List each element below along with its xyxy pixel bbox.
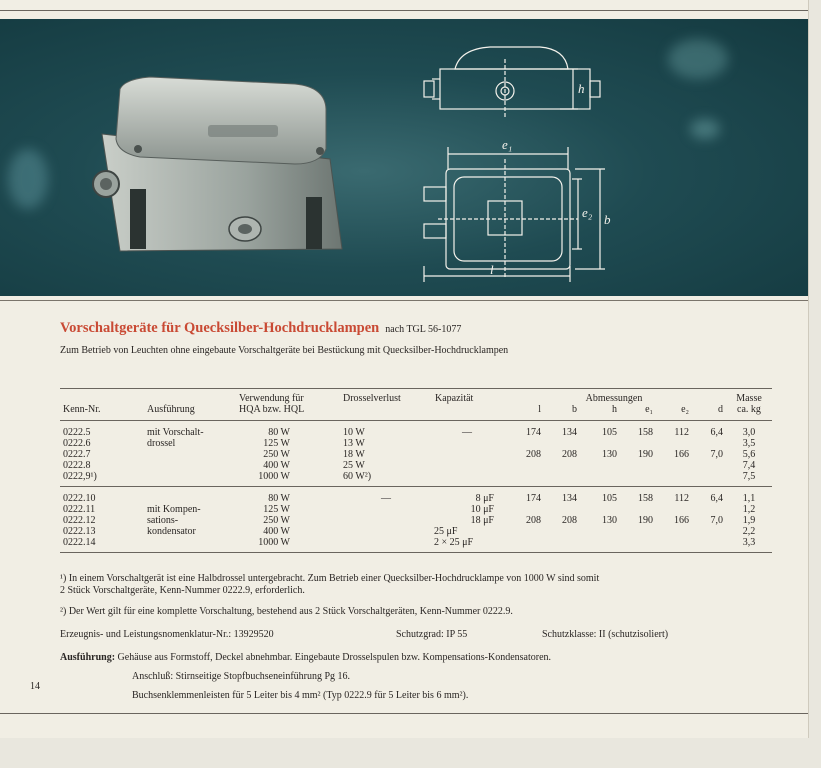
cell-h: 105 [602,493,617,504]
cell-hqa: 1000 W [236,471,340,487]
table-row [60,487,772,505]
footnote-1-line-2: 2 Stück Vorschaltgeräte, Kenn-Nummer 0222.9, erforderlich. [60,584,305,596]
th-b: b [544,404,580,421]
cell-hqa: 400 W [263,526,290,537]
heading-title: Vorschaltgeräte für Quecksilber-Hochdrucklampen [60,320,380,336]
cell-hqa: 125 W [263,438,290,449]
th-e2: e₂ [656,404,692,421]
table-group-kondensator [60,487,772,553]
cell-kenn: 0222,9¹) [60,471,144,487]
technical-drawing [410,29,650,279]
th-kenn-nr: Kenn-Nr. [60,404,144,421]
cell-verlust: 25 W [343,460,365,471]
cell-masse: 2,2 [742,526,756,537]
background-light-spot [690,119,720,139]
cell-hqa: 80 W [268,427,290,438]
ausfuehrung-label: Ausführung: [60,652,116,663]
cell-b: 134 [562,427,577,438]
cell-hqa: 80 W [268,493,290,504]
cell-ausfuehrung: drossel [147,438,176,449]
cell-ausfuehrung: sations- [147,515,179,526]
top-rule [0,10,808,11]
table-row [60,421,772,439]
cell-d: 6,4 [710,427,723,438]
th-verwendung: Verwendung für [236,389,340,405]
cell-e2: 166 [674,449,689,460]
cell-masse: 3,0 [742,427,756,438]
ballast-unit-photo [80,39,440,296]
table-row [60,537,772,553]
th-e1: e₁ [620,404,656,421]
cell-kapazitaet: 2 × 25 μF [432,537,502,553]
cell-e2: 112 [674,427,689,438]
ausfuehrung-line-1: Gehäuse aus Formstoff, Deckel abnehmbar. Eingebaute Drosselspulen bzw. Kompensations-Kondensatoren. [117,652,552,663]
dim-label-b: b [604,212,611,227]
cell-kenn: 0222.8 [63,460,91,471]
cell-h: 105 [602,427,617,438]
heading-norm: nach TGL 56-1077 [385,324,462,335]
cell-d: 6,4 [710,493,723,504]
th-h: h [580,404,620,421]
cell-kapazitaet: — [462,427,472,438]
spec-table [60,388,772,553]
cell-kapazitaet: 8 μF [475,493,494,504]
classification-line [60,629,775,641]
ausfuehrung-line-3: Buchsenklemmenleisten für 5 Leiter bis 4 mm² (Typ 0222.9 für 5 Leiter bis 6 mm²). [132,690,469,701]
table-row [60,526,772,537]
cell-ausfuehrung: mit Vorschalt- [147,427,204,438]
table-row [60,504,772,515]
section-heading [60,320,461,337]
cell-h: 130 [602,515,617,526]
cell-verlust: — [381,493,391,504]
background-light-spot [668,39,728,79]
cell-e1: 158 [638,493,653,504]
cell-masse: 7,4 [742,460,756,471]
cell-d: 7,0 [710,449,723,460]
schutzklasse: Schutzklasse: II (schutzisoliert) [542,629,669,640]
cell-ausfuehrung: kondensator [147,526,196,537]
table-row [60,460,772,471]
table-row [60,438,772,449]
nomenklatur: Erzeugnis- und Leistungsnomenklatur-Nr.: 13929520 [60,629,274,640]
cell-verlust: 18 W [343,449,365,460]
th-l: l [502,404,544,421]
table-group-drossel [60,421,772,487]
cell-masse: 1,2 [742,504,756,515]
cell-d: 7,0 [710,515,723,526]
cell-kenn: 0222.12 [63,515,96,526]
th-d: d [692,404,726,421]
th-abmessungen: Abmessungen [502,389,726,405]
th-kapazitaet: Kapazität [432,389,502,405]
cell-masse: 5,6 [742,449,756,460]
th-drosselverlust: Drosselverlust [340,389,432,405]
table-row [60,515,772,526]
dim-label-e1: e₁ [502,137,513,152]
table-row [60,471,772,487]
cell-e1: 158 [638,427,653,438]
cell-kapazitaet: 25 μF [434,526,458,537]
schutzgrad: Schutzgrad: IP 55 [396,629,468,640]
cell-l: 208 [526,449,541,460]
cell-e2: 166 [674,515,689,526]
th-hqa-hql: HQA bzw. HQL [236,404,340,421]
ausfuehrung-block [60,648,775,705]
cell-kenn: 0222.5 [63,427,91,438]
cell-kapazitaet: 10 μF [470,504,494,515]
dim-label-l: l [490,264,494,277]
cell-b: 208 [562,515,577,526]
cell-hqa: 1000 W [236,537,340,553]
cell-kenn: 0222.13 [63,526,96,537]
footnote-1-line-1: ¹) In einem Vorschaltgerät ist eine Halbdrossel untergebracht. Zum Betrieb einer Quecksilber-Hochdrucklampe von 1000 W sind somit [60,573,600,584]
cell-l: 174 [526,493,541,504]
cell-e1: 190 [638,515,653,526]
cell-hqa: 250 W [263,515,290,526]
background-light-spot [8,149,48,209]
cell-ausfuehrung: mit Kompen- [147,504,201,515]
cell-l: 208 [526,515,541,526]
cell-b: 134 [562,493,577,504]
cell-l: 174 [526,427,541,438]
footnote-1 [60,573,775,596]
cell-kenn: 0222.11 [63,504,96,515]
table-row [60,449,772,460]
cell-verlust: 10 W [343,427,365,438]
cell-e1: 190 [638,449,653,460]
cell-h: 130 [602,449,617,460]
dim-label-e2: e₂ [582,205,593,220]
th-ausfuehrung: Ausführung [144,404,236,421]
cell-masse: 1,1 [742,493,756,504]
technical-drawing-length [410,264,650,294]
dim-label-h: h [578,81,585,96]
th-masse: Masse [726,389,772,405]
cell-verlust: 60 W²) [340,471,432,487]
cell-hqa: 400 W [263,460,290,471]
cell-masse: 3,3 [726,537,772,553]
cell-hqa: 125 W [263,504,290,515]
cell-masse: 3,5 [742,438,756,449]
cell-kenn: 0222.14 [60,537,144,553]
footnote-2: ²) Der Wert gilt für eine komplette Vorschaltung, bestehend aus 2 Stück Vorschaltgeräten, Kenn-Nummer 0222.9. [60,606,513,617]
cell-kapazitaet: 18 μF [470,515,494,526]
cell-kenn: 0222.6 [63,438,91,449]
intro-text: Zum Betrieb von Leuchten ohne eingebaute Vorschaltgeräte bei Bestückung mit Quecksilber-Hochdrucklampen [60,345,509,356]
cell-verlust: 13 W [343,438,365,449]
cell-hqa: 250 W [263,449,290,460]
page-number: 14 [30,681,40,692]
th-masse-kg: ca. kg [726,404,772,421]
ausfuehrung-line-2: Anschluß: Stirnseitige Stopfbuchseneinführung Pg 16. [132,671,351,682]
cell-b: 208 [562,449,577,460]
bottom-rule [0,713,808,714]
product-photo-band [0,19,808,296]
cell-masse: 1,9 [742,515,756,526]
cell-e2: 112 [674,493,689,504]
cell-masse: 7,5 [726,471,772,487]
section-rule [0,300,808,301]
cell-kenn: 0222.10 [63,493,96,504]
cell-kenn: 0222.7 [63,449,91,460]
